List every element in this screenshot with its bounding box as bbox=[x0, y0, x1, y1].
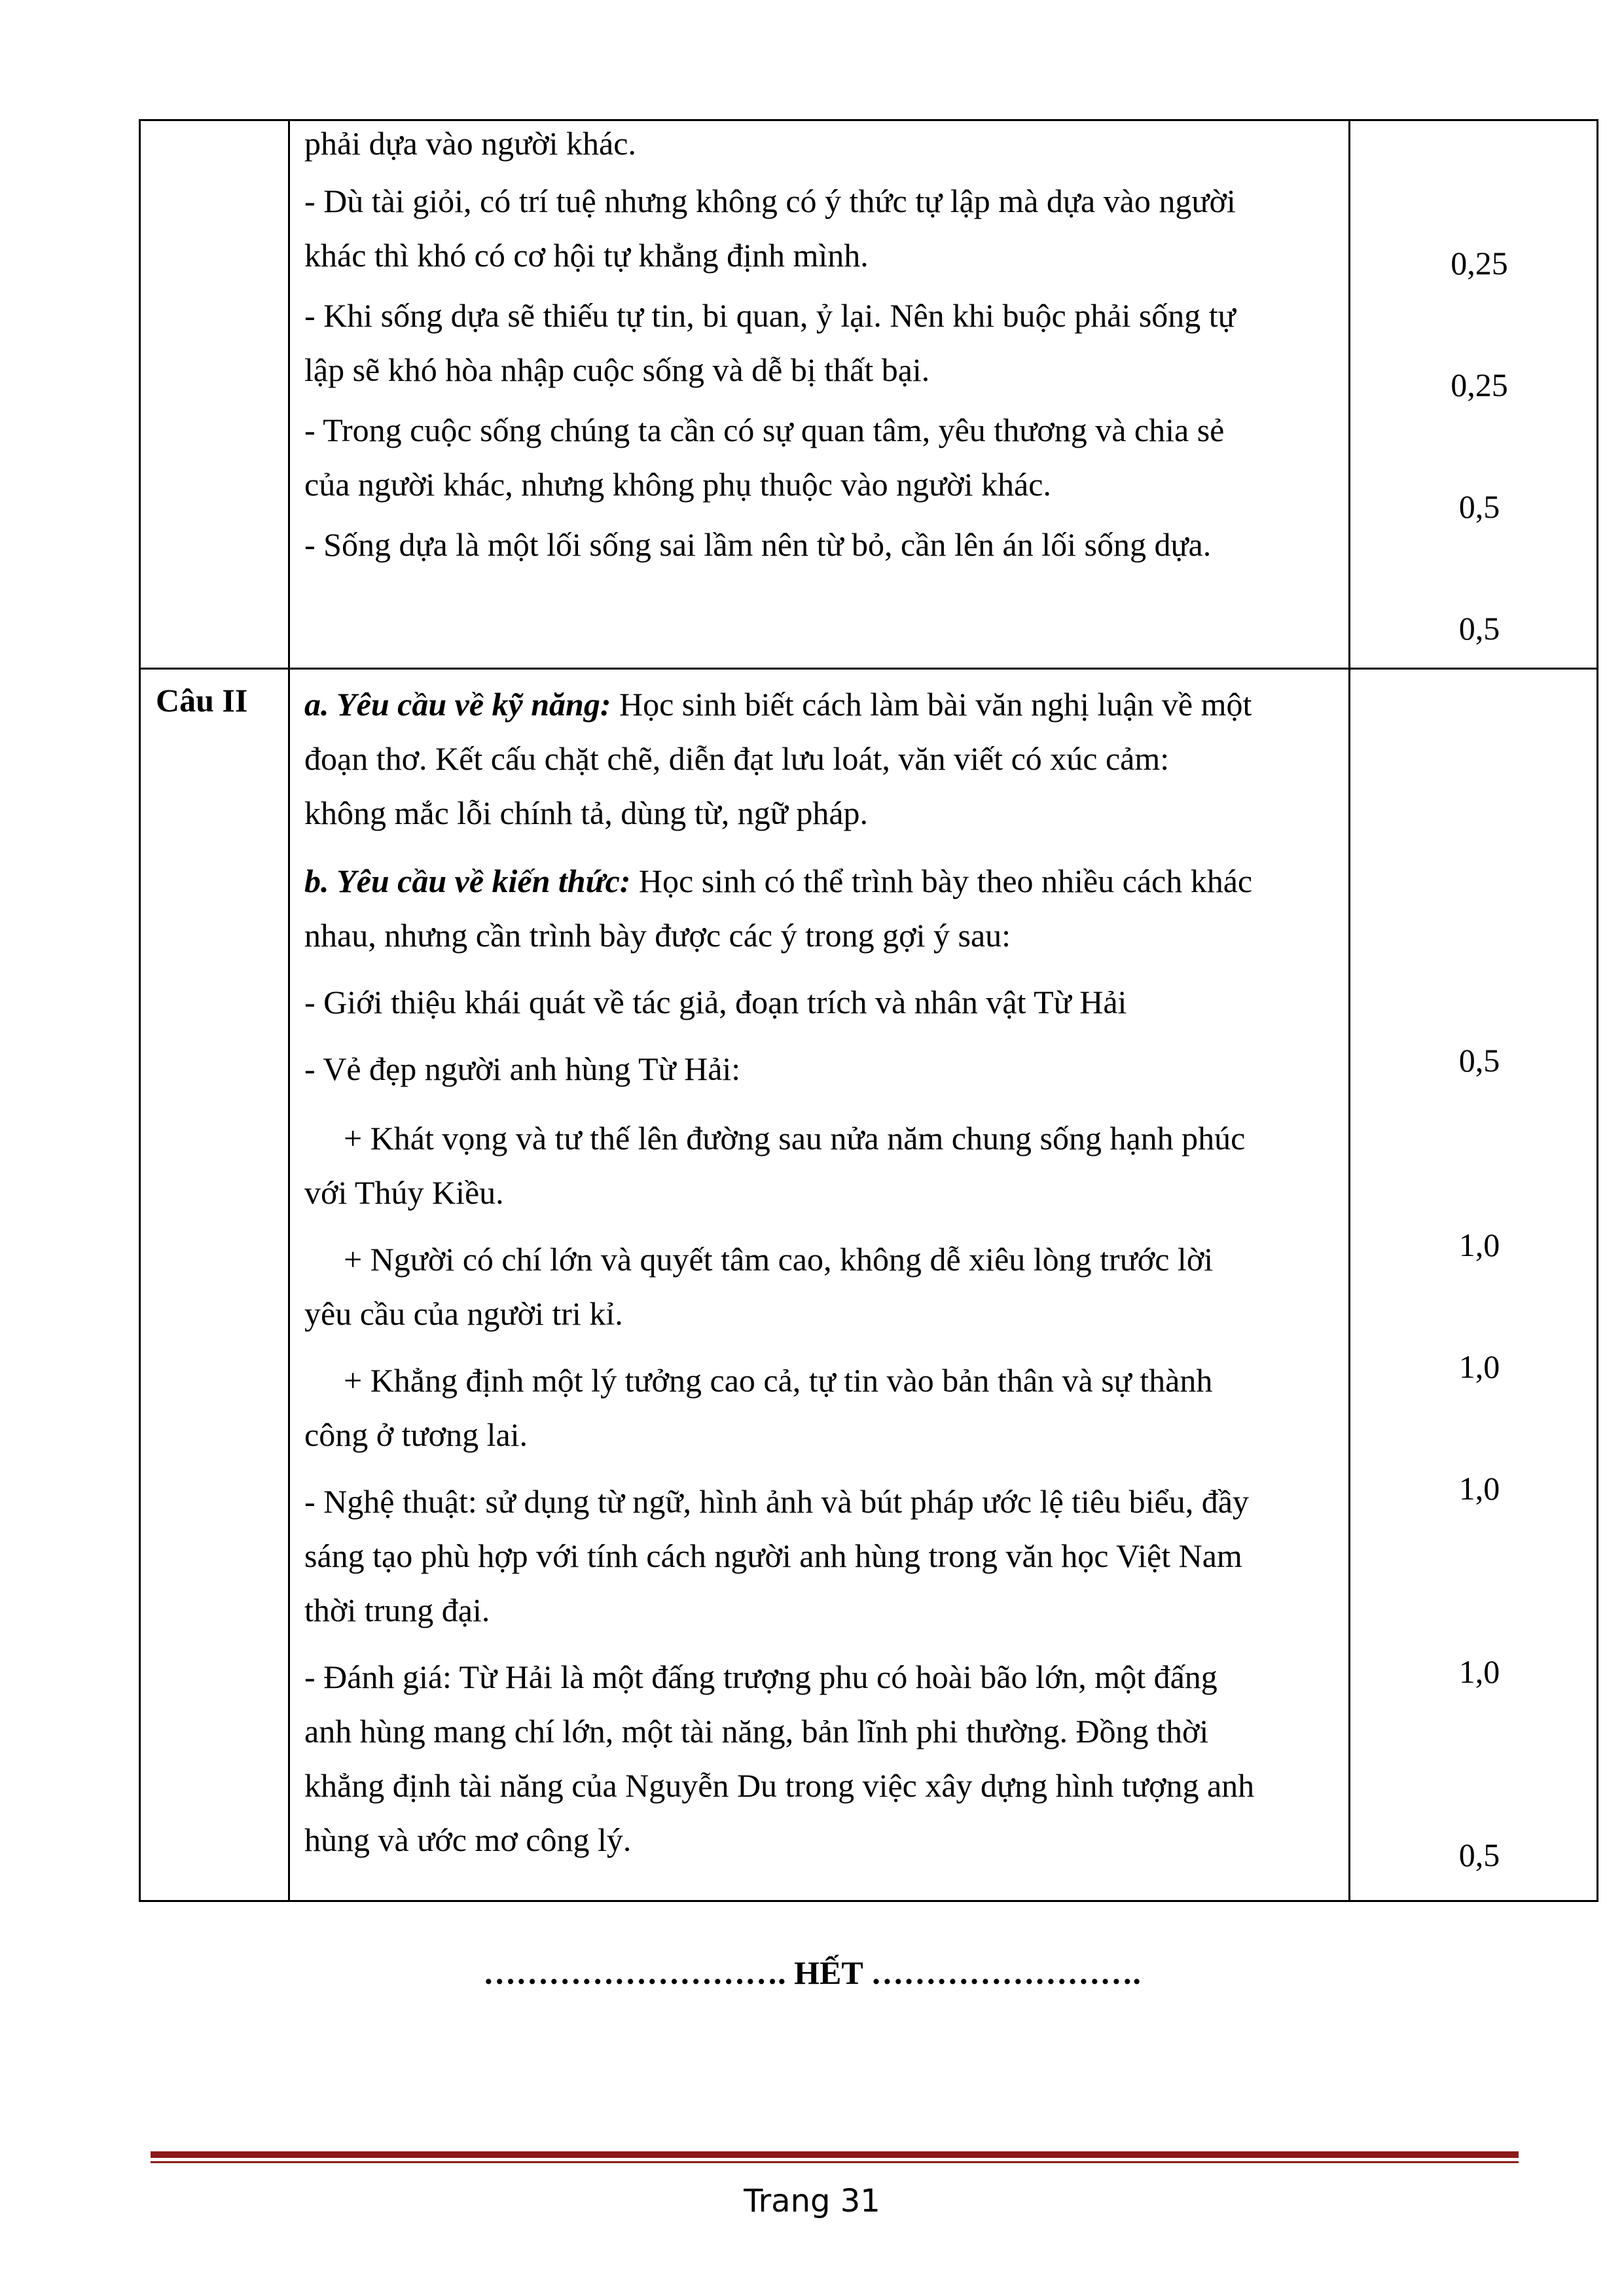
text-line: nhau, nhưng cần trình bày được các ý trong gợi ý sau: bbox=[304, 917, 1011, 954]
text-line: - Sống dựa là một lối sống sai lầm nên từ bỏ, cần lên án lối sống dựa. bbox=[304, 526, 1212, 563]
text-line: - Nghệ thuật: sử dụng từ ngữ, hình ảnh và bút pháp ước lệ tiêu biểu, đầy bbox=[304, 1483, 1249, 1520]
skill-text: Học sinh biết cách làm bài văn nghị luận về một bbox=[611, 686, 1252, 723]
column-divider bbox=[288, 121, 290, 1900]
text-line: đoạn thơ. Kết cấu chặt chẽ, diễn đạt lưu loát, văn viết có xúc cảm: bbox=[304, 740, 1170, 777]
text-line: với Thúy Kiều. bbox=[304, 1174, 504, 1211]
text-line: công ở tương lai. bbox=[304, 1416, 528, 1453]
text-line: - Giới thiệu khái quát về tác giả, đoạn trích và nhân vật Từ Hải bbox=[304, 984, 1127, 1020]
text-line: + Người có chí lớn và quyết tâm cao, không dễ xiêu lòng trước lời bbox=[344, 1241, 1214, 1278]
text-line: sáng tạo phù hợp với tính cách người anh hùng trong văn học Việt Nam bbox=[304, 1537, 1242, 1574]
skill-heading: a. Yêu cầu về kỹ năng: bbox=[304, 686, 611, 723]
score-value: 1,0 bbox=[1458, 1348, 1500, 1385]
score-value: 1,0 bbox=[1458, 1470, 1500, 1507]
column-divider bbox=[1348, 121, 1350, 1900]
footer-rule bbox=[151, 2151, 1519, 2158]
text-line: - Dù tài giỏi, có trí tuệ nhưng không có ý thức tự lập mà dựa vào người bbox=[304, 183, 1236, 219]
text-line: của người khác, nhưng không phụ thuộc vào người khác. bbox=[304, 466, 1051, 503]
text-line: - Đánh giá: Từ Hải là một đấng trượng phu có hoài bão lớn, một đấng bbox=[304, 1659, 1218, 1695]
score-value: 0,5 bbox=[1458, 1042, 1500, 1079]
score-value: 1,0 bbox=[1458, 1227, 1500, 1263]
row-divider bbox=[141, 668, 1597, 670]
knowledge-text: Học sinh có thể trình bày theo nhiều cách khác bbox=[630, 863, 1253, 899]
score-value: 0,5 bbox=[1458, 488, 1500, 525]
text-line: - Trong cuộc sống chúng ta cần có sự quan tâm, yêu thương và chia sẻ bbox=[304, 412, 1225, 448]
question-label: Câu II bbox=[156, 682, 248, 719]
score-value: 0,5 bbox=[1458, 610, 1500, 647]
text-line: + Khát vọng và tư thế lên đường sau nửa năm chung sống hạnh phúc bbox=[344, 1120, 1246, 1157]
text-line: khác thì khó có cơ hội tự khẳng định mình. bbox=[304, 237, 869, 274]
text-line: yêu cầu của người tri kỉ. bbox=[304, 1295, 623, 1332]
score-value: 1,0 bbox=[1458, 1653, 1500, 1690]
text-line: phải dựa vào người khác. bbox=[304, 125, 636, 162]
text-line: - Khi sống dựa sẽ thiếu tự tin, bi quan, ỷ lại. Nên khi buộc phải sống tự bbox=[304, 297, 1236, 334]
score-value: 0,25 bbox=[1451, 245, 1508, 281]
knowledge-heading: b. Yêu cầu về kiến thức: bbox=[304, 863, 631, 899]
text-line: thời trung đại. bbox=[304, 1592, 490, 1628]
page-number: Trang 31 bbox=[744, 2183, 880, 2219]
text-line: hùng và ước mơ công lý. bbox=[304, 1821, 632, 1858]
text-line: anh hùng mang chí lớn, một tài năng, bản lĩnh phi thường. Đồng thời bbox=[304, 1713, 1209, 1749]
text-line: - Vẻ đẹp người anh hùng Từ Hải: bbox=[304, 1050, 741, 1087]
score-value: 0,5 bbox=[1458, 1837, 1500, 1873]
footer-rule-thin bbox=[151, 2161, 1519, 2163]
skill-requirement-line bbox=[304, 677, 1252, 732]
text-line: lập sẽ khó hòa nhập cuộc sống và dễ bị thất bại. bbox=[304, 351, 930, 388]
knowledge-requirement-line bbox=[304, 854, 1252, 908]
score-value: 0,25 bbox=[1451, 367, 1508, 403]
text-line: không mắc lỗi chính tả, dùng từ, ngữ pháp. bbox=[304, 795, 869, 831]
text-line: + Khẳng định một lý tưởng cao cả, tự tin vào bản thân và sự thành bbox=[344, 1362, 1213, 1399]
text-line: khẳng định tài năng của Nguyễn Du trong việc xây dựng hình tượng anh bbox=[304, 1767, 1255, 1804]
end-mark: ………………………. HẾT ……………………. bbox=[483, 1954, 1141, 1991]
